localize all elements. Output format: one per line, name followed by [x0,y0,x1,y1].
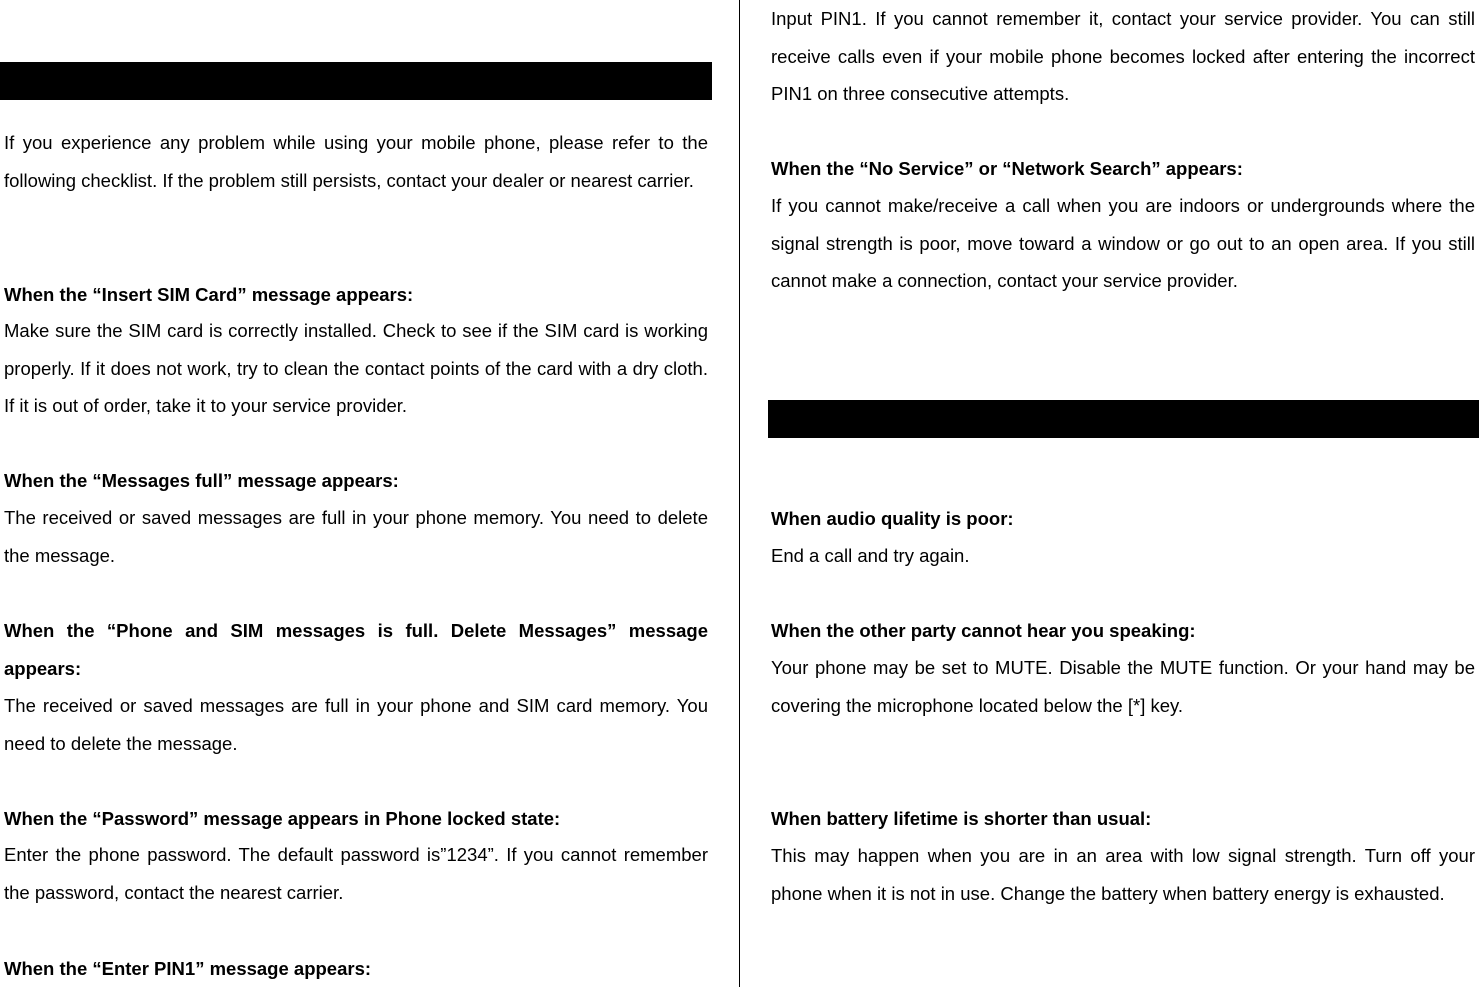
audio-quality-heading: When audio quality is poor: [771,508,1014,529]
no-service-heading: When the “No Service” or “Network Search” appears: [771,158,1243,179]
left-section-header-bar [0,62,712,100]
column-divider [739,0,740,987]
no-service-body: If you cannot make/receive a call when you are indoors or undergrounds where the signal strength is poor, move toward a window or go out to an open area. If you still cannot make a connection, contact your service provider. [771,195,1475,292]
phone-sim-full-body: The received or saved messages are full in your phone and SIM card memory. You need to delete the message. [4,695,708,754]
phone-sim-full-heading: When the “Phone and SIM messages is full. Delete Messages” message appears: [4,620,708,679]
insert-sim-heading: When the “Insert SIM Card” message appears: [4,284,414,305]
insert-sim-body: Make sure the SIM card is correctly installed. Check to see if the SIM card is working properly. If it does not work, try to clean the contact points of the card with a dry cloth. If it is out of order, take it to your service provider. [4,320,708,417]
password-body: Enter the phone password. The default password is”1234”. If you cannot remember the password, contact the nearest carrier. [4,844,708,903]
intro-paragraph: If you experience any problem while using your mobile phone, please refer to the following checklist. If the problem still persists, contact your dealer or nearest carrier. [4,132,708,191]
messages-full-body: The received or saved messages are full in your phone memory. You need to delete the message. [4,507,708,566]
battery-heading: When battery lifetime is shorter than usual: [771,808,1152,829]
right-section-header-bar [768,400,1479,438]
password-heading: When the “Password” message appears in Phone locked state: [4,808,561,829]
battery-body: This may happen when you are in an area with low signal strength. Turn off your phone when it is not in use. Change the battery when battery energy is exhausted. [771,845,1475,904]
messages-full-heading: When the “Messages full” message appears: [4,470,399,491]
audio-quality-body: End a call and try again. [771,545,970,566]
enter-pin1-body: Input PIN1. If you cannot remember it, contact your service provider. You can still receive calls even if your mobile phone becomes locked after entering the incorrect PIN1 on three consecutive attempts. [771,8,1475,105]
enter-pin1-heading: When the “Enter PIN1” message appears: [4,958,372,979]
other-party-body: Your phone may be set to MUTE. Disable the MUTE function. Or your hand may be covering the microphone located below the [*] key. [771,657,1475,716]
other-party-heading: When the other party cannot hear you speaking: [771,620,1196,641]
